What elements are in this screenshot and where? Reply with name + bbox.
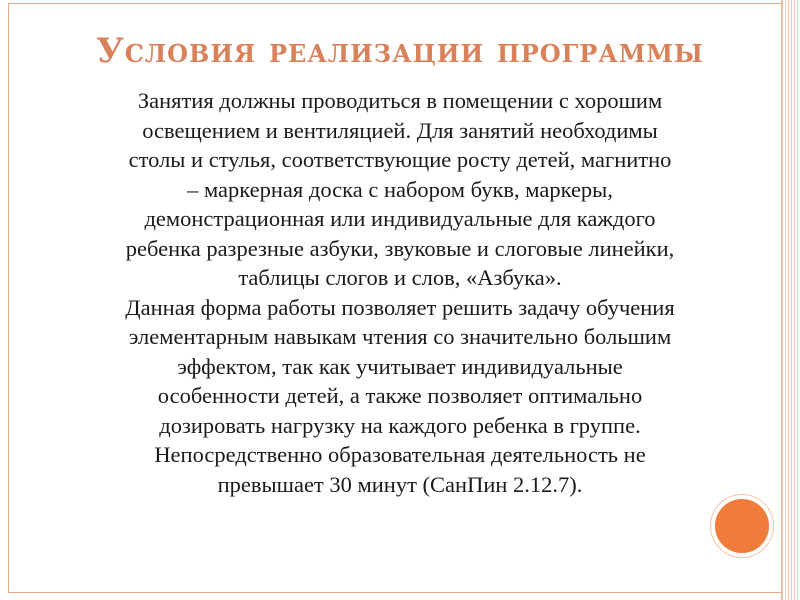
text-line: Данная форма работы позволяет решить задачу обучения — [125, 294, 675, 320]
text-line: эффектом, так как учитывает индивидуальные — [177, 353, 623, 379]
text-line: столы и стулья, соответствующие росту детей, магнитно — [128, 147, 672, 172]
text-line: элементарным навыкам чтения со значительно большим — [128, 324, 672, 349]
text-line: освещением и вентиляцией. Для занятий необходимы — [142, 117, 658, 143]
slide-body — [30, 86, 770, 499]
paragraph-requirements — [30, 86, 770, 293]
decorative-circle — [711, 495, 773, 557]
paragraph-benefits — [30, 293, 770, 500]
slide-title: Условия реализации программы — [96, 31, 704, 71]
text-line: таблицы слогов и слов, «Азбука». — [238, 265, 562, 290]
text-line: превышает 30 минут (СанПин 2.12.7). — [217, 471, 583, 497]
text-line: демонстрационная или индивидуальные для каждого — [144, 206, 656, 231]
text-line: особенности детей, а также позволяет оптимально — [157, 383, 643, 408]
text-line: ребенка разрезные азбуки, звуковые и слоговые линейки, — [125, 235, 675, 261]
decorative-stripe — [782, 0, 800, 600]
text-line: – маркерная доска с набором букв, маркеры, — [187, 176, 613, 202]
text-line: Занятия должны проводиться в помещении с хорошим — [137, 88, 663, 113]
text-line: дозировать нагрузку на каждого ребенка в группе. — [159, 412, 641, 438]
text-line: Непосредственно образовательная деятельность не — [154, 442, 646, 467]
